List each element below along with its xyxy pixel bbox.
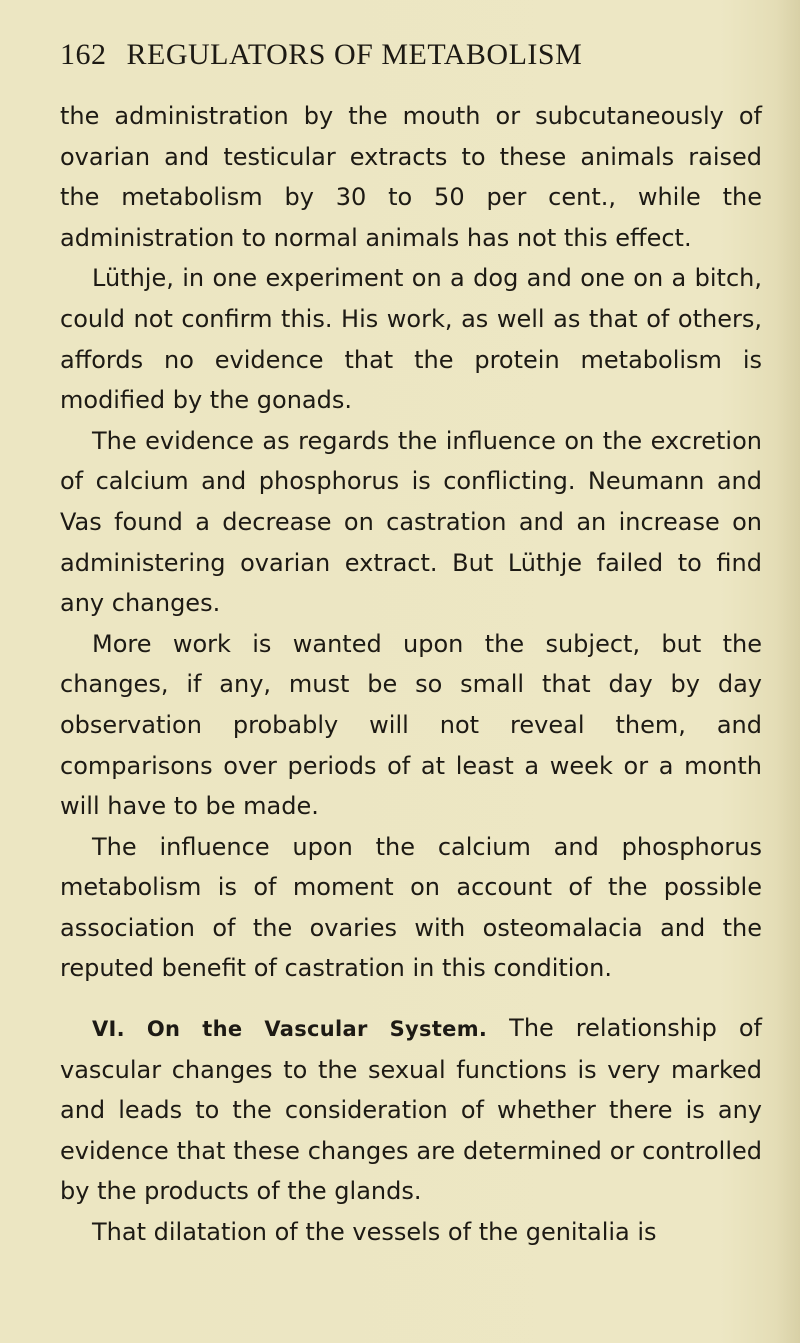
paragraph-dilatation: That dilatation of the vessels of the genitalia is xyxy=(92,1218,657,1247)
section-text: The relationship of vascular changes to the sexual functions is very marked and leads to the consideration of whether there is any evidence that these changes are determined or controlled by the products of the glands. xyxy=(60,1014,762,1206)
paragraph-vascular-system xyxy=(60,1008,762,1212)
paragraph-more-work: More work is wanted upon the subject, but the changes, if any, must be so small that day by day observation probably will not reveal them, and comparisons over periods of at least a week or a month will have to be made. xyxy=(60,629,762,821)
page-number: 162 xyxy=(60,38,107,71)
paragraph-osteomalacia: The influence upon the calcium and phosphorus metabolism is of moment on account of the possible association of the ovaries with osteomalacia and the reputed benefit of castration in this condition. xyxy=(60,832,762,983)
section-heading: VI. On the Vascular System. xyxy=(92,1017,488,1042)
running-head xyxy=(60,38,760,72)
body-text xyxy=(60,96,762,1253)
running-title: REGULATORS OF METABOLISM xyxy=(126,38,583,71)
paragraph-continuation: the administration by the mouth or subcutaneously of ovarian and testicular extracts to these animals raised the metabolism by 30 to 50 per cent., while the administration to normal animals has not this effect. xyxy=(60,102,762,252)
paragraph-luthje: Lüthje, in one experiment on a dog and one on a bitch, could not confirm this. His work, as well as that of others, affords no evidence that the protein metabolism is modified by the gonads. xyxy=(60,264,762,415)
paragraph-calcium-evidence: The evidence as regards the influence on the excretion of calcium and phosphorus is conflicting. Neumann and Vas found a decrease on castration and an increase on administering ovarian extract. But Lüthje failed to find any changes. xyxy=(60,426,762,618)
